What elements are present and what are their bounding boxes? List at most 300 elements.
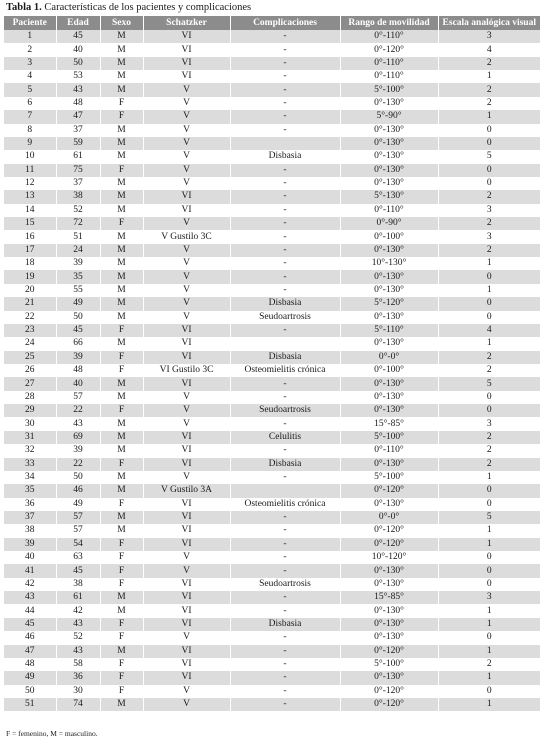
- cell-complicaciones: -: [230, 591, 340, 604]
- cell-escala-analogica-visual: 4: [438, 324, 540, 337]
- cell-complicaciones: -: [230, 564, 340, 577]
- table-row: [4, 458, 540, 471]
- cell-sexo: F: [100, 164, 143, 177]
- table-row: [4, 391, 540, 404]
- table-row: [4, 591, 540, 604]
- cell-complicaciones: [230, 337, 340, 350]
- cell-rango-movilidad: 0°-120°: [340, 524, 438, 537]
- cell-sexo: M: [100, 417, 143, 430]
- cell-rango-movilidad: 0°-120°: [340, 538, 438, 551]
- header-escala-analogica-visual: Escala analógica visual: [438, 16, 540, 30]
- cell-escala-analogica-visual: 1: [438, 604, 540, 617]
- cell-sexo: F: [100, 364, 143, 377]
- cell-edad: 69: [56, 431, 100, 444]
- cell-edad: 50: [56, 57, 100, 70]
- cell-schatzker: V: [143, 83, 230, 96]
- cell-escala-analogica-visual: 2: [438, 57, 540, 70]
- cell-rango-movilidad: 15°-85°: [340, 591, 438, 604]
- cell-edad: 74: [56, 698, 100, 711]
- table-row: [4, 685, 540, 698]
- table-caption-text: Características de los pacientes y complicaciones: [41, 2, 252, 13]
- cell-schatzker: VI: [143, 671, 230, 684]
- cell-schatzker: V: [143, 404, 230, 417]
- cell-paciente: 37: [4, 511, 56, 524]
- table-row: [4, 57, 540, 70]
- cell-sexo: F: [100, 110, 143, 123]
- cell-edad: 49: [56, 297, 100, 310]
- cell-schatzker: VI: [143, 190, 230, 203]
- cell-paciente: 45: [4, 618, 56, 631]
- cell-rango-movilidad: 5°-100°: [340, 431, 438, 444]
- cell-complicaciones: Disbasia: [230, 351, 340, 364]
- header-paciente: Paciente: [4, 16, 56, 30]
- cell-paciente: 22: [4, 311, 56, 324]
- cell-escala-analogica-visual: 0: [438, 551, 540, 564]
- cell-escala-analogica-visual: 0: [438, 311, 540, 324]
- cell-edad: 45: [56, 30, 100, 43]
- cell-complicaciones: Disbasia: [230, 150, 340, 163]
- cell-paciente: 38: [4, 524, 56, 537]
- cell-complicaciones: Disbasia: [230, 297, 340, 310]
- cell-edad: 39: [56, 444, 100, 457]
- cell-sexo: M: [100, 431, 143, 444]
- cell-paciente: 29: [4, 404, 56, 417]
- cell-schatzker: VI: [143, 57, 230, 70]
- table-row: [4, 471, 540, 484]
- cell-sexo: M: [100, 284, 143, 297]
- cell-paciente: 20: [4, 284, 56, 297]
- cell-complicaciones: -: [230, 217, 340, 230]
- cell-schatzker: VI: [143, 324, 230, 337]
- cell-schatzker: V: [143, 311, 230, 324]
- cell-schatzker: VI Gustilo 3C: [143, 364, 230, 377]
- cell-rango-movilidad: 5°-90°: [340, 110, 438, 123]
- table-row: [4, 444, 540, 457]
- cell-escala-analogica-visual: 0: [438, 391, 540, 404]
- cell-schatzker: V: [143, 150, 230, 163]
- cell-sexo: M: [100, 150, 143, 163]
- cell-complicaciones: -: [230, 164, 340, 177]
- cell-schatzker: V: [143, 164, 230, 177]
- cell-paciente: 21: [4, 297, 56, 310]
- cell-paciente: 25: [4, 351, 56, 364]
- table-body: [4, 30, 540, 711]
- cell-sexo: M: [100, 70, 143, 83]
- cell-schatzker: VI: [143, 645, 230, 658]
- cell-edad: 54: [56, 538, 100, 551]
- table-row: [4, 324, 540, 337]
- cell-edad: 61: [56, 150, 100, 163]
- cell-paciente: 50: [4, 685, 56, 698]
- cell-escala-analogica-visual: 2: [438, 444, 540, 457]
- cell-complicaciones: -: [230, 511, 340, 524]
- cell-paciente: 3: [4, 57, 56, 70]
- cell-paciente: 1: [4, 30, 56, 43]
- table-row: [4, 564, 540, 577]
- table-row: [4, 671, 540, 684]
- table-row: [4, 244, 540, 257]
- table-row: [4, 124, 540, 137]
- cell-escala-analogica-visual: 1: [438, 337, 540, 350]
- table-row: [4, 404, 540, 417]
- cell-complicaciones: -: [230, 83, 340, 96]
- cell-escala-analogica-visual: 4: [438, 43, 540, 56]
- cell-paciente: 11: [4, 164, 56, 177]
- cell-edad: 63: [56, 551, 100, 564]
- cell-paciente: 9: [4, 137, 56, 150]
- cell-schatzker: VI: [143, 337, 230, 350]
- cell-complicaciones: -: [230, 698, 340, 711]
- cell-schatzker: V: [143, 417, 230, 430]
- cell-sexo: F: [100, 551, 143, 564]
- cell-escala-analogica-visual: 2: [438, 351, 540, 364]
- cell-escala-analogica-visual: 0: [438, 137, 540, 150]
- cell-edad: 66: [56, 337, 100, 350]
- header-rango-movilidad: Rango de movilidad: [340, 16, 438, 30]
- cell-edad: 72: [56, 217, 100, 230]
- cell-rango-movilidad: 0°-0°: [340, 351, 438, 364]
- cell-sexo: M: [100, 444, 143, 457]
- cell-escala-analogica-visual: 3: [438, 204, 540, 217]
- table-row: [4, 351, 540, 364]
- cell-schatzker: VI: [143, 70, 230, 83]
- cell-rango-movilidad: 0°-100°: [340, 230, 438, 243]
- cell-paciente: 7: [4, 110, 56, 123]
- cell-rango-movilidad: 0°-130°: [340, 404, 438, 417]
- cell-complicaciones: -: [230, 190, 340, 203]
- cell-paciente: 4: [4, 70, 56, 83]
- table-row: [4, 30, 540, 43]
- cell-rango-movilidad: 0°-130°: [340, 377, 438, 390]
- cell-edad: 50: [56, 311, 100, 324]
- cell-sexo: F: [100, 217, 143, 230]
- cell-escala-analogica-visual: 1: [438, 257, 540, 270]
- cell-edad: 42: [56, 604, 100, 617]
- cell-sexo: M: [100, 83, 143, 96]
- cell-schatzker: V: [143, 284, 230, 297]
- cell-paciente: 14: [4, 204, 56, 217]
- cell-escala-analogica-visual: 1: [438, 110, 540, 123]
- cell-rango-movilidad: 0°-130°: [340, 498, 438, 511]
- cell-complicaciones: -: [230, 524, 340, 537]
- cell-rango-movilidad: 0°-130°: [340, 97, 438, 110]
- cell-paciente: 34: [4, 471, 56, 484]
- table-row: [4, 204, 540, 217]
- cell-complicaciones: -: [230, 230, 340, 243]
- table-row: [4, 337, 540, 350]
- cell-schatzker: V: [143, 471, 230, 484]
- cell-schatzker: V: [143, 391, 230, 404]
- cell-escala-analogica-visual: 5: [438, 511, 540, 524]
- cell-rango-movilidad: 0°-130°: [340, 244, 438, 257]
- cell-escala-analogica-visual: 5: [438, 150, 540, 163]
- cell-complicaciones: -: [230, 538, 340, 551]
- table-row: [4, 217, 540, 230]
- cell-edad: 37: [56, 177, 100, 190]
- cell-sexo: M: [100, 591, 143, 604]
- cell-sexo: F: [100, 97, 143, 110]
- table-row: [4, 110, 540, 123]
- cell-sexo: M: [100, 645, 143, 658]
- cell-schatzker: VI: [143, 43, 230, 56]
- cell-sexo: M: [100, 484, 143, 497]
- cell-sexo: F: [100, 351, 143, 364]
- cell-complicaciones: Disbasia: [230, 618, 340, 631]
- cell-schatzker: VI: [143, 524, 230, 537]
- table-row: [4, 698, 540, 711]
- cell-schatzker: VI: [143, 204, 230, 217]
- cell-escala-analogica-visual: 1: [438, 524, 540, 537]
- cell-rango-movilidad: 0°-130°: [340, 164, 438, 177]
- cell-schatzker: VI: [143, 591, 230, 604]
- table-row: [4, 97, 540, 110]
- cell-complicaciones: -: [230, 671, 340, 684]
- cell-schatzker: VI: [143, 458, 230, 471]
- cell-sexo: M: [100, 698, 143, 711]
- cell-paciente: 44: [4, 604, 56, 617]
- table-row: [4, 150, 540, 163]
- cell-edad: 48: [56, 97, 100, 110]
- cell-edad: 43: [56, 645, 100, 658]
- table-row: [4, 578, 540, 591]
- cell-paciente: 51: [4, 698, 56, 711]
- cell-rango-movilidad: 0°-130°: [340, 578, 438, 591]
- cell-escala-analogica-visual: 1: [438, 671, 540, 684]
- table-row: [4, 164, 540, 177]
- cell-escala-analogica-visual: 0: [438, 631, 540, 644]
- cell-complicaciones: -: [230, 645, 340, 658]
- table-caption-label: Tabla 1.: [6, 2, 42, 13]
- cell-sexo: M: [100, 377, 143, 390]
- table-row: [4, 631, 540, 644]
- cell-sexo: F: [100, 324, 143, 337]
- cell-edad: 24: [56, 244, 100, 257]
- cell-paciente: 30: [4, 417, 56, 430]
- cell-edad: 52: [56, 631, 100, 644]
- table-row: [4, 524, 540, 537]
- cell-edad: 43: [56, 618, 100, 631]
- cell-sexo: M: [100, 391, 143, 404]
- cell-escala-analogica-visual: 2: [438, 244, 540, 257]
- cell-paciente: 42: [4, 578, 56, 591]
- cell-schatzker: VI: [143, 351, 230, 364]
- cell-edad: 47: [56, 110, 100, 123]
- cell-sexo: M: [100, 177, 143, 190]
- cell-paciente: 39: [4, 538, 56, 551]
- cell-rango-movilidad: 0°-130°: [340, 177, 438, 190]
- cell-complicaciones: -: [230, 471, 340, 484]
- cell-schatzker: V: [143, 124, 230, 137]
- cell-complicaciones: -: [230, 257, 340, 270]
- cell-edad: 61: [56, 591, 100, 604]
- cell-sexo: M: [100, 337, 143, 350]
- cell-rango-movilidad: 0°-130°: [340, 391, 438, 404]
- cell-complicaciones: Seudoartrosis: [230, 578, 340, 591]
- table-row: [4, 484, 540, 497]
- cell-sexo: M: [100, 604, 143, 617]
- cell-edad: 22: [56, 404, 100, 417]
- cell-paciente: 10: [4, 150, 56, 163]
- cell-escala-analogica-visual: 2: [438, 190, 540, 203]
- cell-sexo: M: [100, 257, 143, 270]
- cell-complicaciones: [230, 484, 340, 497]
- table-row: [4, 551, 540, 564]
- cell-edad: 37: [56, 124, 100, 137]
- header-row: [4, 16, 540, 30]
- cell-complicaciones: [230, 137, 340, 150]
- cell-paciente: 46: [4, 631, 56, 644]
- cell-edad: 22: [56, 458, 100, 471]
- cell-complicaciones: -: [230, 270, 340, 283]
- cell-paciente: 24: [4, 337, 56, 350]
- table-row: [4, 377, 540, 390]
- cell-escala-analogica-visual: 0: [438, 404, 540, 417]
- cell-edad: 57: [56, 511, 100, 524]
- cell-complicaciones: -: [230, 97, 340, 110]
- cell-edad: 40: [56, 377, 100, 390]
- cell-paciente: 2: [4, 43, 56, 56]
- cell-escala-analogica-visual: 2: [438, 364, 540, 377]
- table-row: [4, 604, 540, 617]
- cell-schatzker: VI: [143, 444, 230, 457]
- table-row: [4, 658, 540, 671]
- cell-escala-analogica-visual: 1: [438, 70, 540, 83]
- cell-paciente: 47: [4, 645, 56, 658]
- cell-escala-analogica-visual: 1: [438, 645, 540, 658]
- cell-edad: 43: [56, 83, 100, 96]
- cell-edad: 57: [56, 524, 100, 537]
- cell-schatzker: V: [143, 177, 230, 190]
- cell-edad: 55: [56, 284, 100, 297]
- cell-edad: 38: [56, 190, 100, 203]
- cell-complicaciones: Disbasia: [230, 458, 340, 471]
- cell-rango-movilidad: 0°-130°: [340, 671, 438, 684]
- table-header: [4, 16, 540, 30]
- cell-sexo: F: [100, 564, 143, 577]
- cell-edad: 46: [56, 484, 100, 497]
- cell-paciente: 28: [4, 391, 56, 404]
- cell-schatzker: VI: [143, 511, 230, 524]
- cell-escala-analogica-visual: 0: [438, 564, 540, 577]
- table-row: [4, 538, 540, 551]
- cell-complicaciones: -: [230, 417, 340, 430]
- cell-complicaciones: -: [230, 177, 340, 190]
- cell-paciente: 43: [4, 591, 56, 604]
- cell-sexo: F: [100, 685, 143, 698]
- cell-paciente: 31: [4, 431, 56, 444]
- cell-sexo: F: [100, 658, 143, 671]
- cell-paciente: 15: [4, 217, 56, 230]
- cell-rango-movilidad: 5°-110°: [340, 324, 438, 337]
- cell-schatzker: V: [143, 685, 230, 698]
- cell-complicaciones: -: [230, 30, 340, 43]
- cell-rango-movilidad: 10°-130°: [340, 257, 438, 270]
- cell-sexo: M: [100, 244, 143, 257]
- cell-paciente: 36: [4, 498, 56, 511]
- cell-rango-movilidad: 0°-130°: [340, 137, 438, 150]
- cell-schatzker: V: [143, 297, 230, 310]
- cell-complicaciones: Osteomielitis crónica: [230, 364, 340, 377]
- cell-rango-movilidad: 0°-130°: [340, 150, 438, 163]
- cell-edad: 53: [56, 70, 100, 83]
- cell-sexo: M: [100, 43, 143, 56]
- cell-sexo: F: [100, 671, 143, 684]
- cell-sexo: M: [100, 524, 143, 537]
- cell-escala-analogica-visual: 0: [438, 484, 540, 497]
- cell-edad: 38: [56, 578, 100, 591]
- cell-sexo: M: [100, 230, 143, 243]
- cell-schatzker: VI: [143, 377, 230, 390]
- cell-paciente: 32: [4, 444, 56, 457]
- cell-sexo: F: [100, 404, 143, 417]
- cell-escala-analogica-visual: 1: [438, 618, 540, 631]
- cell-paciente: 18: [4, 257, 56, 270]
- cell-rango-movilidad: 0°-130°: [340, 311, 438, 324]
- cell-complicaciones: -: [230, 124, 340, 137]
- cell-rango-movilidad: 0°-110°: [340, 30, 438, 43]
- cell-escala-analogica-visual: 1: [438, 698, 540, 711]
- cell-escala-analogica-visual: 5: [438, 377, 540, 390]
- cell-rango-movilidad: 5°-130°: [340, 190, 438, 203]
- cell-rango-movilidad: 0°-130°: [340, 458, 438, 471]
- cell-complicaciones: -: [230, 391, 340, 404]
- cell-rango-movilidad: 0°-130°: [340, 564, 438, 577]
- cell-complicaciones: Celulitis: [230, 431, 340, 444]
- cell-escala-analogica-visual: 0: [438, 177, 540, 190]
- cell-escala-analogica-visual: 2: [438, 431, 540, 444]
- table-row: [4, 498, 540, 511]
- cell-schatzker: VI: [143, 498, 230, 511]
- cell-escala-analogica-visual: 3: [438, 230, 540, 243]
- table-row: [4, 364, 540, 377]
- cell-paciente: 6: [4, 97, 56, 110]
- cell-schatzker: VI: [143, 658, 230, 671]
- cell-escala-analogica-visual: 0: [438, 124, 540, 137]
- cell-paciente: 23: [4, 324, 56, 337]
- cell-sexo: M: [100, 137, 143, 150]
- cell-escala-analogica-visual: 3: [438, 30, 540, 43]
- cell-rango-movilidad: 0°-130°: [340, 631, 438, 644]
- patients-table: [4, 16, 540, 711]
- header-complicaciones: Complicaciones: [230, 16, 340, 30]
- table-row: [4, 618, 540, 631]
- cell-rango-movilidad: 0°-120°: [340, 645, 438, 658]
- cell-edad: 40: [56, 43, 100, 56]
- cell-complicaciones: -: [230, 110, 340, 123]
- cell-schatzker: V Gustilo 3C: [143, 230, 230, 243]
- cell-paciente: 35: [4, 484, 56, 497]
- cell-rango-movilidad: 0°-120°: [340, 698, 438, 711]
- cell-complicaciones: -: [230, 604, 340, 617]
- cell-sexo: M: [100, 297, 143, 310]
- cell-rango-movilidad: 0°-110°: [340, 70, 438, 83]
- cell-rango-movilidad: 0°-110°: [340, 57, 438, 70]
- cell-escala-analogica-visual: 1: [438, 538, 540, 551]
- table-row: [4, 311, 540, 324]
- header-edad: Edad: [56, 16, 100, 30]
- cell-complicaciones: -: [230, 377, 340, 390]
- table-row: [4, 257, 540, 270]
- cell-schatzker: V: [143, 257, 230, 270]
- cell-edad: 75: [56, 164, 100, 177]
- table-row: [4, 297, 540, 310]
- cell-escala-analogica-visual: 2: [438, 458, 540, 471]
- table-row: [4, 190, 540, 203]
- cell-complicaciones: -: [230, 685, 340, 698]
- cell-rango-movilidad: 0°-110°: [340, 204, 438, 217]
- cell-rango-movilidad: 5°-100°: [340, 658, 438, 671]
- cell-rango-movilidad: 0°-130°: [340, 337, 438, 350]
